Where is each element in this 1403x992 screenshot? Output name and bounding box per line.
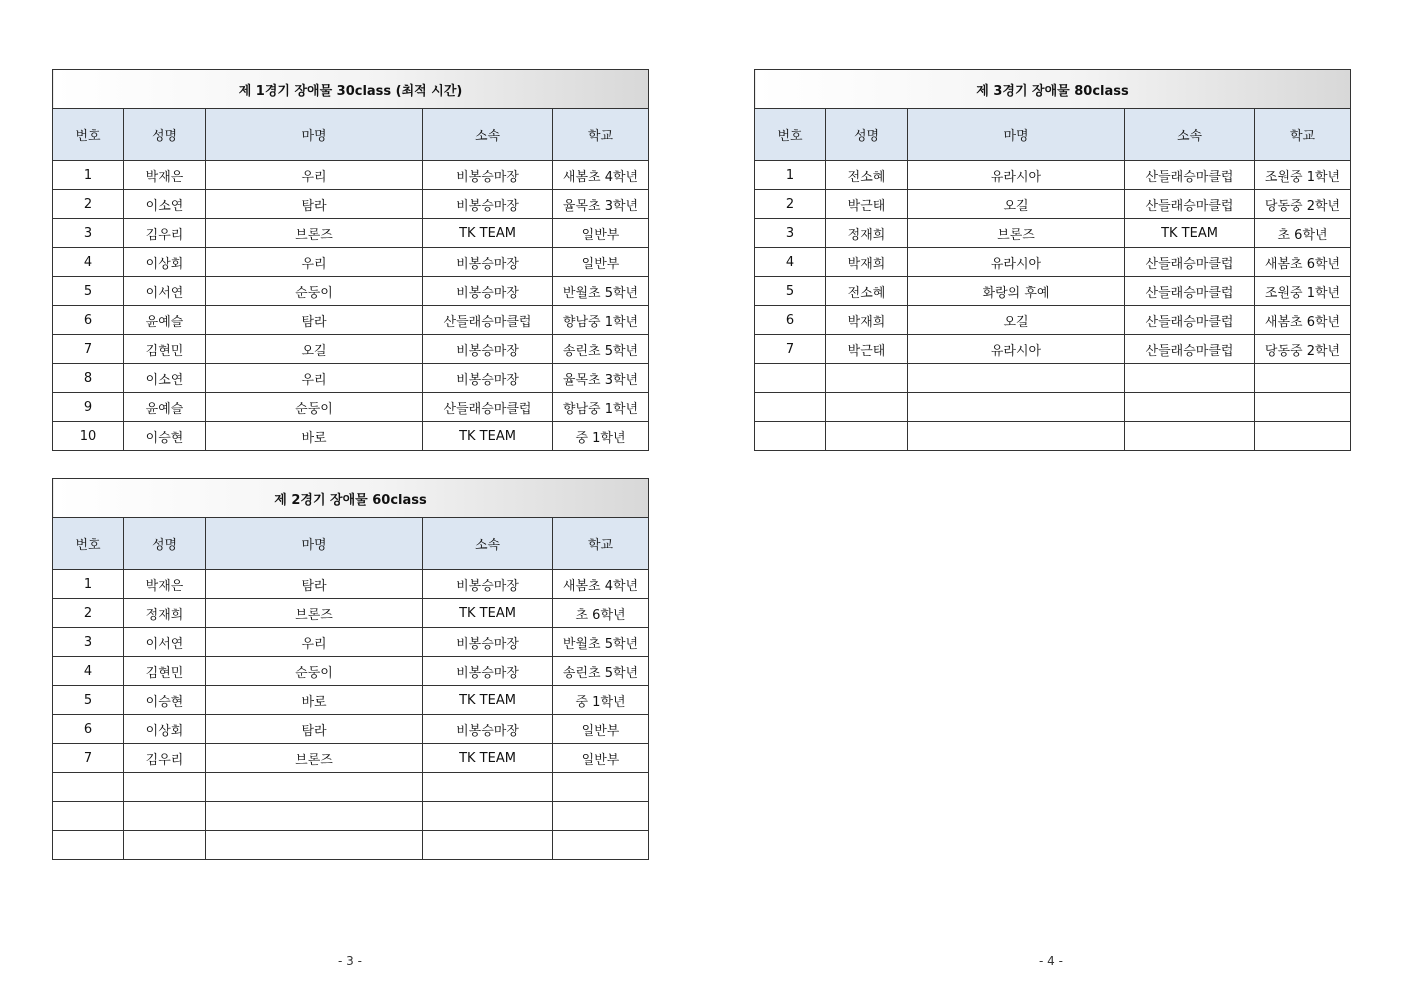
column-header-club: 소속 — [423, 518, 553, 570]
table-title-row — [53, 479, 649, 518]
cell-number — [53, 831, 124, 860]
cell-name: 박근태 — [826, 190, 908, 219]
cell-number: 4 — [755, 248, 826, 277]
cell-number: 2 — [53, 190, 124, 219]
cell-club: 산들래승마클럽 — [1125, 277, 1255, 306]
cell-horse: 유라시아 — [908, 161, 1125, 190]
cell-school: 중 1학년 — [553, 686, 649, 715]
cell-club: 비봉승마장 — [423, 657, 553, 686]
cell-number: 4 — [53, 657, 124, 686]
cell-club: 비봉승마장 — [423, 277, 553, 306]
cell-number: 6 — [755, 306, 826, 335]
cell-club: TK TEAM — [423, 599, 553, 628]
cell-name: 박재희 — [826, 306, 908, 335]
cell-school: 일반부 — [553, 248, 649, 277]
cell-club: 산들래승마클럽 — [1125, 335, 1255, 364]
cell-club — [423, 831, 553, 860]
cell-horse: 우리 — [206, 161, 423, 190]
cell-school: 중 1학년 — [553, 422, 649, 451]
cell-school: 새봄초 4학년 — [553, 161, 649, 190]
table-row — [755, 422, 1351, 451]
cell-number: 2 — [53, 599, 124, 628]
cell-school — [1255, 364, 1351, 393]
table-row — [53, 773, 649, 802]
table-title: 제 1경기 장애물 30class (최적 시간) — [53, 70, 649, 109]
cell-horse — [206, 831, 423, 860]
cell-horse: 바로 — [206, 422, 423, 451]
table-row — [53, 422, 649, 451]
cell-number: 7 — [755, 335, 826, 364]
column-header-name: 성명 — [826, 109, 908, 161]
column-header-horse: 마명 — [908, 109, 1125, 161]
column-header-number: 번호 — [53, 109, 124, 161]
table-title-row — [53, 70, 649, 109]
cell-name: 박재은 — [124, 161, 206, 190]
table-row — [53, 628, 649, 657]
cell-number: 5 — [53, 277, 124, 306]
cell-name: 김현민 — [124, 657, 206, 686]
table-row — [53, 364, 649, 393]
cell-number: 10 — [53, 422, 124, 451]
cell-horse: 우리 — [206, 628, 423, 657]
table-row — [53, 190, 649, 219]
column-header-name: 성명 — [124, 518, 206, 570]
cell-number: 6 — [53, 715, 124, 744]
cell-name: 이승현 — [124, 686, 206, 715]
cell-club: 비봉승마장 — [423, 248, 553, 277]
cell-number: 3 — [53, 219, 124, 248]
table-row — [53, 393, 649, 422]
cell-name: 이승현 — [124, 422, 206, 451]
cell-number — [53, 773, 124, 802]
cell-horse: 오길 — [908, 190, 1125, 219]
cell-school — [553, 773, 649, 802]
cell-name: 정재희 — [826, 219, 908, 248]
cell-school: 송린초 5학년 — [553, 657, 649, 686]
table-row — [53, 570, 649, 599]
column-header-school: 학교 — [553, 109, 649, 161]
cell-club — [1125, 422, 1255, 451]
cell-horse: 탐라 — [206, 570, 423, 599]
cell-school: 새봄초 6학년 — [1255, 248, 1351, 277]
cell-club: 비봉승마장 — [423, 364, 553, 393]
cell-club: 산들래승마클럽 — [423, 306, 553, 335]
cell-number: 4 — [53, 248, 124, 277]
cell-name: 이서연 — [124, 628, 206, 657]
cell-horse: 브론즈 — [206, 599, 423, 628]
cell-club: 비봉승마장 — [423, 161, 553, 190]
cell-club: TK TEAM — [423, 744, 553, 773]
cell-name: 이상회 — [124, 715, 206, 744]
cell-school: 당동중 2학년 — [1255, 190, 1351, 219]
table-row — [755, 161, 1351, 190]
table-row — [755, 393, 1351, 422]
event-3-table — [754, 69, 1351, 451]
cell-school — [1255, 393, 1351, 422]
table-row — [755, 306, 1351, 335]
cell-horse — [908, 422, 1125, 451]
cell-club: 비봉승마장 — [423, 715, 553, 744]
column-header-school: 학교 — [1255, 109, 1351, 161]
cell-name: 윤예슬 — [124, 393, 206, 422]
cell-name: 이서연 — [124, 277, 206, 306]
cell-name: 김우리 — [124, 219, 206, 248]
cell-horse: 화랑의 후예 — [908, 277, 1125, 306]
table-row — [53, 744, 649, 773]
cell-name: 윤예슬 — [124, 306, 206, 335]
page-number-right: - 4 - — [1039, 954, 1063, 968]
cell-horse: 유라시아 — [908, 248, 1125, 277]
table-row — [53, 657, 649, 686]
cell-club: 산들래승마클럽 — [1125, 248, 1255, 277]
cell-name: 이소연 — [124, 190, 206, 219]
event-1-table — [52, 69, 649, 451]
cell-school: 반월초 5학년 — [553, 277, 649, 306]
cell-number: 8 — [53, 364, 124, 393]
cell-horse: 순둥이 — [206, 277, 423, 306]
cell-horse: 우리 — [206, 364, 423, 393]
cell-name — [124, 773, 206, 802]
cell-school: 반월초 5학년 — [553, 628, 649, 657]
table-row — [53, 277, 649, 306]
column-header-name: 성명 — [124, 109, 206, 161]
table-row — [755, 364, 1351, 393]
cell-name: 김현민 — [124, 335, 206, 364]
table-header-row — [755, 109, 1351, 161]
cell-club: 산들래승마클럽 — [1125, 161, 1255, 190]
cell-number: 6 — [53, 306, 124, 335]
cell-name: 박재은 — [124, 570, 206, 599]
cell-horse: 오길 — [908, 306, 1125, 335]
cell-school: 일반부 — [553, 715, 649, 744]
cell-number — [755, 422, 826, 451]
table-row — [53, 715, 649, 744]
cell-club: 산들래승마클럽 — [1125, 190, 1255, 219]
table-title-row — [755, 70, 1351, 109]
table-row — [53, 599, 649, 628]
cell-horse — [206, 773, 423, 802]
cell-number — [755, 393, 826, 422]
column-header-club: 소속 — [423, 109, 553, 161]
cell-horse — [908, 393, 1125, 422]
column-header-number: 번호 — [755, 109, 826, 161]
cell-school: 초 6학년 — [1255, 219, 1351, 248]
cell-horse: 탐라 — [206, 715, 423, 744]
cell-school: 새봄초 6학년 — [1255, 306, 1351, 335]
cell-horse: 유라시아 — [908, 335, 1125, 364]
cell-name — [826, 422, 908, 451]
cell-name — [124, 831, 206, 860]
cell-number: 2 — [755, 190, 826, 219]
column-header-club: 소속 — [1125, 109, 1255, 161]
table-row — [53, 831, 649, 860]
column-header-horse: 마명 — [206, 518, 423, 570]
cell-horse: 순둥이 — [206, 657, 423, 686]
cell-club: TK TEAM — [423, 686, 553, 715]
table-row — [53, 306, 649, 335]
cell-number: 5 — [755, 277, 826, 306]
cell-school — [553, 831, 649, 860]
cell-club: 비봉승마장 — [423, 628, 553, 657]
column-header-number: 번호 — [53, 518, 124, 570]
cell-number: 7 — [53, 335, 124, 364]
cell-horse — [206, 802, 423, 831]
table-row — [53, 248, 649, 277]
cell-club: 비봉승마장 — [423, 190, 553, 219]
cell-name — [826, 364, 908, 393]
cell-horse: 오길 — [206, 335, 423, 364]
cell-horse: 브론즈 — [206, 744, 423, 773]
cell-number — [53, 802, 124, 831]
table-row — [755, 335, 1351, 364]
cell-number: 9 — [53, 393, 124, 422]
cell-club: TK TEAM — [1125, 219, 1255, 248]
cell-name: 박근태 — [826, 335, 908, 364]
cell-name: 이상회 — [124, 248, 206, 277]
cell-club: TK TEAM — [423, 422, 553, 451]
cell-horse: 우리 — [206, 248, 423, 277]
cell-horse: 브론즈 — [206, 219, 423, 248]
cell-name: 박재희 — [826, 248, 908, 277]
cell-school: 송린초 5학년 — [553, 335, 649, 364]
cell-school: 초 6학년 — [553, 599, 649, 628]
table-row — [53, 335, 649, 364]
cell-club: 비봉승마장 — [423, 570, 553, 599]
cell-club — [1125, 364, 1255, 393]
table-row — [53, 686, 649, 715]
cell-school: 향남중 1학년 — [553, 306, 649, 335]
table-row — [53, 802, 649, 831]
cell-number: 7 — [53, 744, 124, 773]
cell-school — [1255, 422, 1351, 451]
cell-school: 조원중 1학년 — [1255, 161, 1351, 190]
cell-number: 1 — [53, 161, 124, 190]
cell-club — [423, 773, 553, 802]
cell-number: 5 — [53, 686, 124, 715]
page-number-left: - 3 - — [338, 954, 362, 968]
cell-number: 3 — [755, 219, 826, 248]
cell-number: 1 — [755, 161, 826, 190]
cell-number: 3 — [53, 628, 124, 657]
cell-horse: 브론즈 — [908, 219, 1125, 248]
column-header-school: 학교 — [553, 518, 649, 570]
cell-horse: 탐라 — [206, 190, 423, 219]
cell-school: 새봄초 4학년 — [553, 570, 649, 599]
cell-horse: 순둥이 — [206, 393, 423, 422]
table-header-row — [53, 518, 649, 570]
cell-school: 당동중 2학년 — [1255, 335, 1351, 364]
table-row — [755, 190, 1351, 219]
cell-school — [553, 802, 649, 831]
table-header-row — [53, 109, 649, 161]
cell-school: 일반부 — [553, 219, 649, 248]
table-row — [53, 219, 649, 248]
table-row — [53, 161, 649, 190]
cell-school: 향남중 1학년 — [553, 393, 649, 422]
column-header-horse: 마명 — [206, 109, 423, 161]
cell-school: 율목초 3학년 — [553, 364, 649, 393]
cell-club: 산들래승마클럽 — [1125, 306, 1255, 335]
cell-club — [423, 802, 553, 831]
cell-school: 일반부 — [553, 744, 649, 773]
cell-club — [1125, 393, 1255, 422]
cell-school: 조원중 1학년 — [1255, 277, 1351, 306]
table-row — [755, 219, 1351, 248]
cell-name: 김우리 — [124, 744, 206, 773]
cell-name: 정재희 — [124, 599, 206, 628]
cell-number — [755, 364, 826, 393]
cell-name: 전소혜 — [826, 277, 908, 306]
cell-club: TK TEAM — [423, 219, 553, 248]
cell-horse: 탐라 — [206, 306, 423, 335]
cell-name — [826, 393, 908, 422]
cell-name — [124, 802, 206, 831]
cell-number: 1 — [53, 570, 124, 599]
cell-club: 비봉승마장 — [423, 335, 553, 364]
table-title: 제 2경기 장애물 60class — [53, 479, 649, 518]
table-row — [755, 277, 1351, 306]
cell-horse: 바로 — [206, 686, 423, 715]
table-row — [755, 248, 1351, 277]
cell-club: 산들래승마클럽 — [423, 393, 553, 422]
event-2-table — [52, 478, 649, 860]
cell-name: 전소혜 — [826, 161, 908, 190]
cell-school: 율목초 3학년 — [553, 190, 649, 219]
cell-horse — [908, 364, 1125, 393]
table-title: 제 3경기 장애물 80class — [755, 70, 1351, 109]
cell-name: 이소연 — [124, 364, 206, 393]
